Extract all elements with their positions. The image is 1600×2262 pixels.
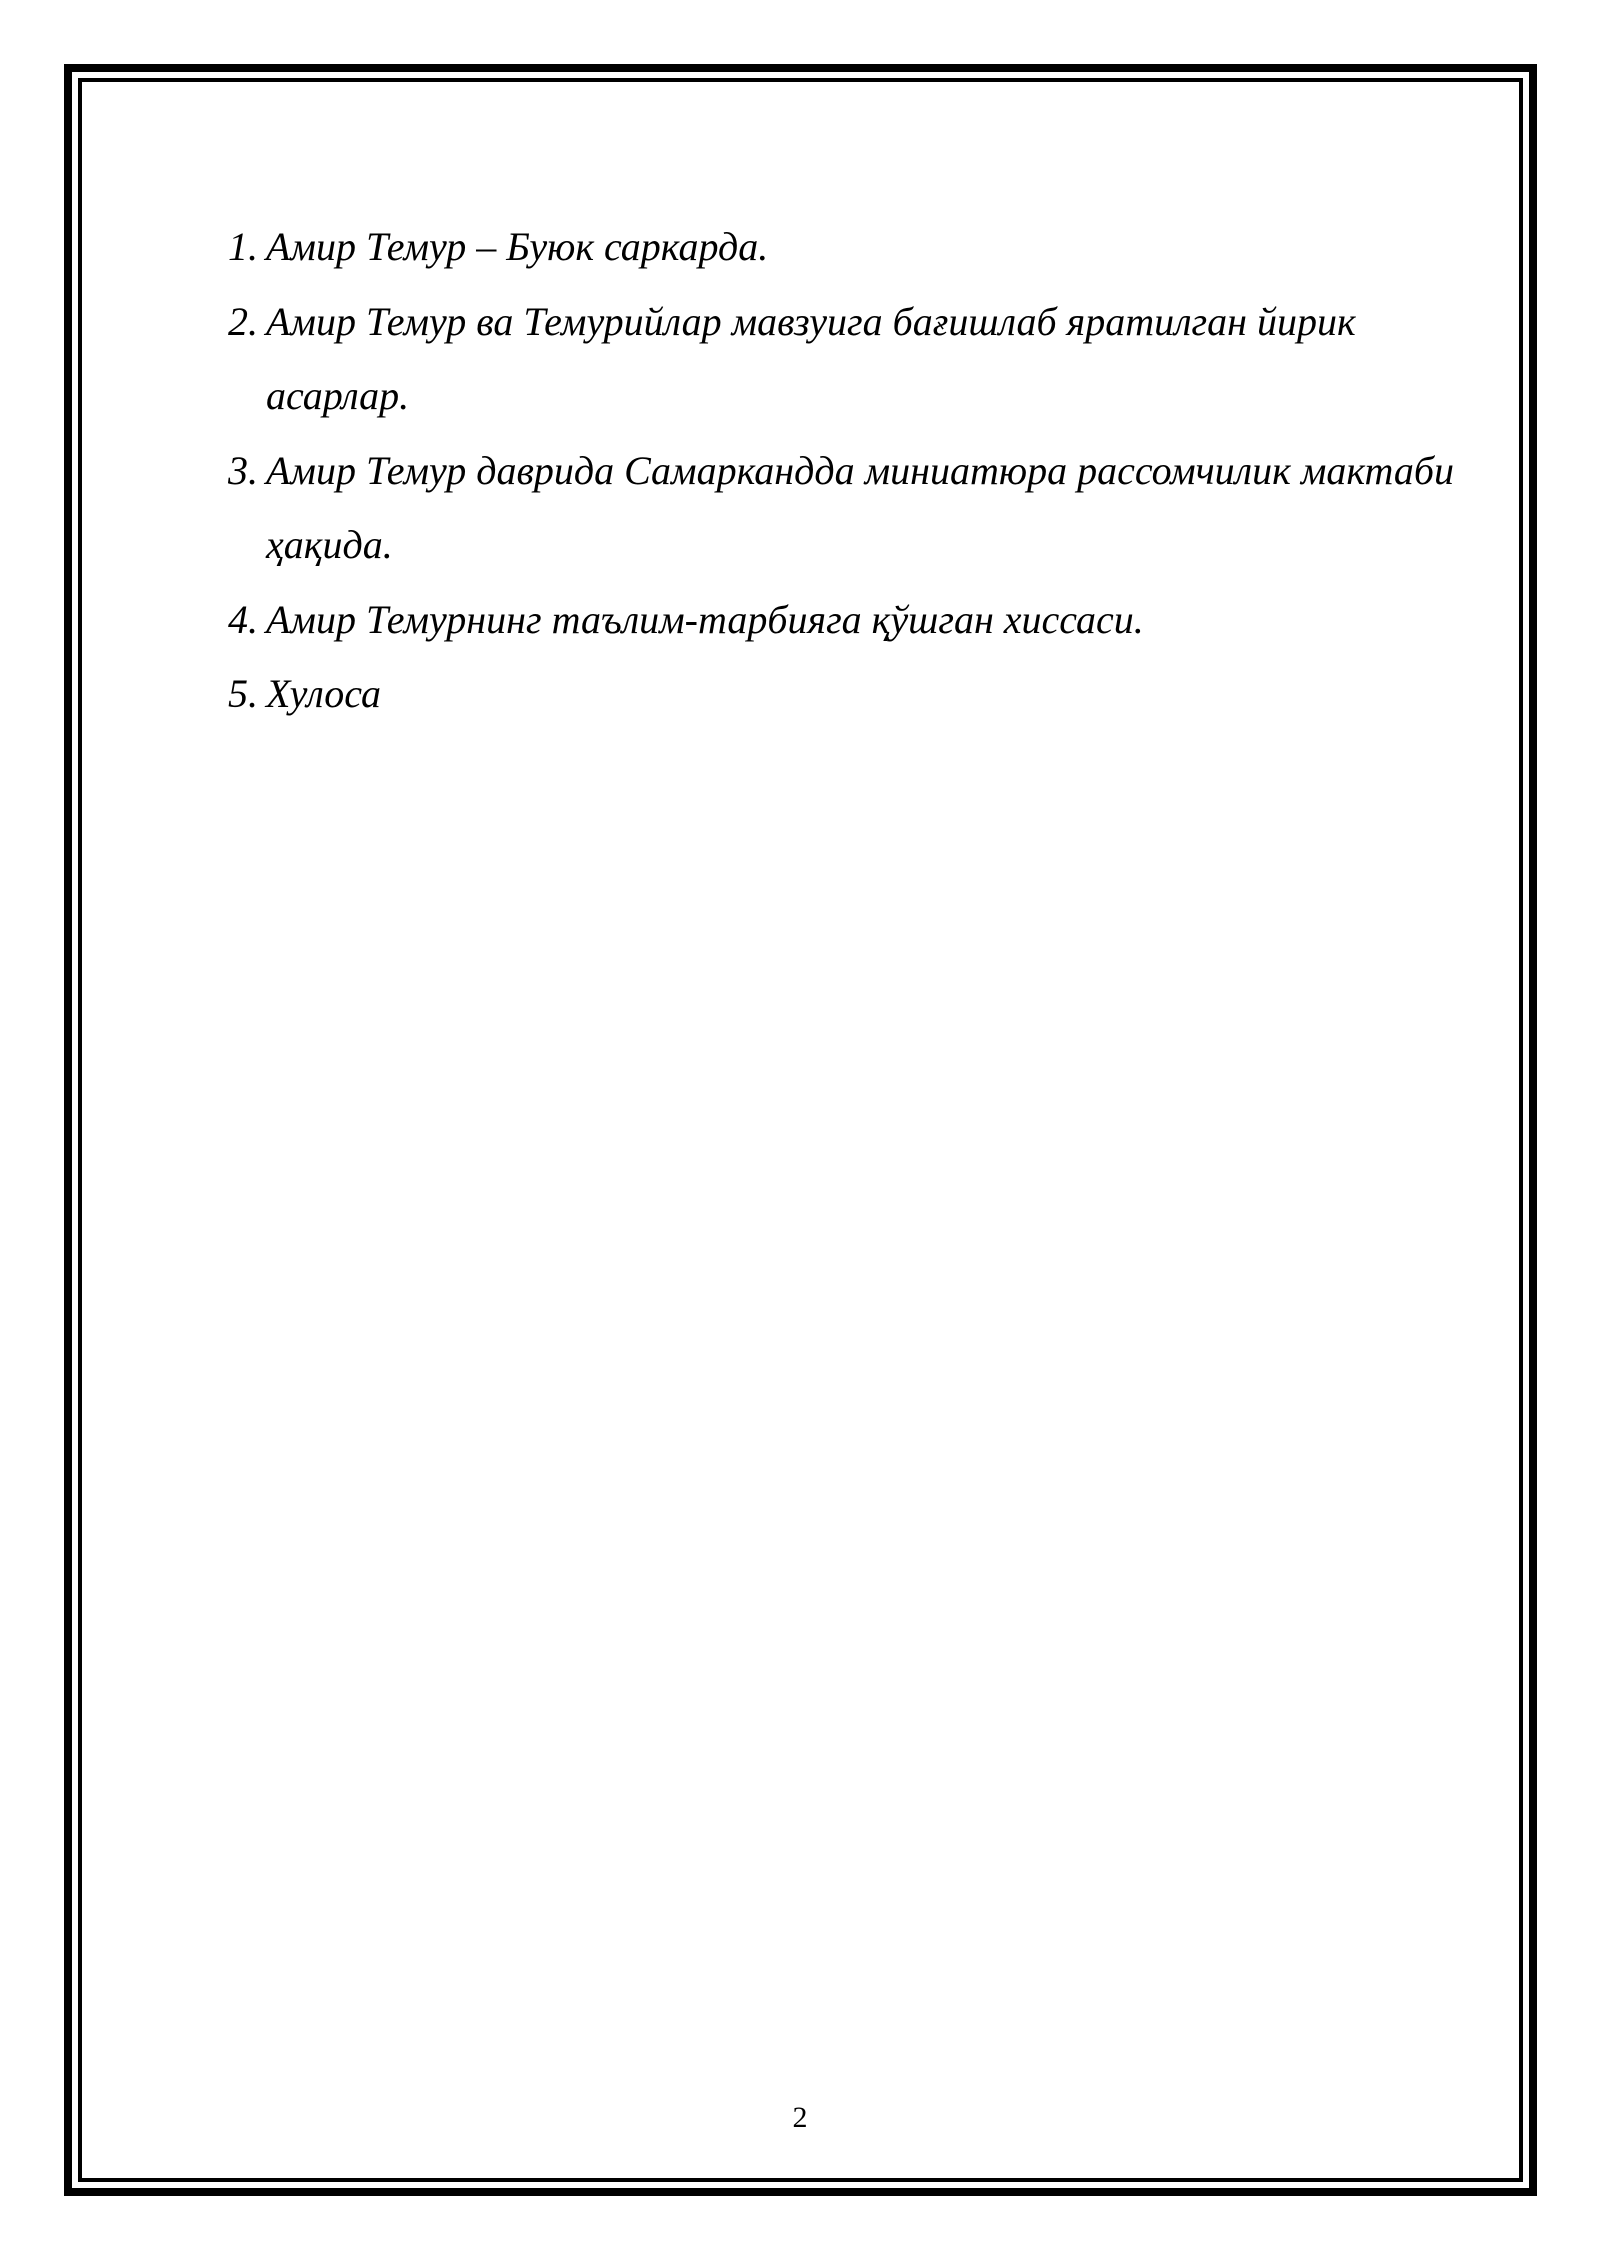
page-number: 2 [792, 2101, 808, 2134]
toc-item-text: Хулоса [266, 671, 381, 716]
toc-item-2 [228, 285, 1478, 434]
toc-item-text: Амир Темур ва Темурийлар мавзуига бағишлаб яратилган йирик асарлар. [266, 298, 1356, 418]
toc-item-3 [228, 434, 1478, 583]
toc-item-text: Амир Темурнинг таълим-тарбияга қўшган хиссаси. [266, 596, 1144, 642]
toc-item-number: 5. [228, 671, 258, 716]
toc-item-number: 4. [228, 596, 258, 642]
toc-item-4 [228, 583, 1478, 658]
toc-item-number: 3. [228, 447, 258, 493]
toc-item-5 [228, 657, 1478, 732]
toc-item-text: Амир Темур даврида Самаркандда миниатюра рассомчилик мактаби ҳақида. [266, 447, 1455, 567]
toc-item-text: Амир Темур – Буюк саркарда. [266, 224, 769, 269]
table-of-contents [228, 210, 1478, 732]
toc-item-1 [228, 210, 1478, 285]
toc-item-number: 1. [228, 224, 258, 269]
toc-item-number: 2. [228, 298, 258, 344]
